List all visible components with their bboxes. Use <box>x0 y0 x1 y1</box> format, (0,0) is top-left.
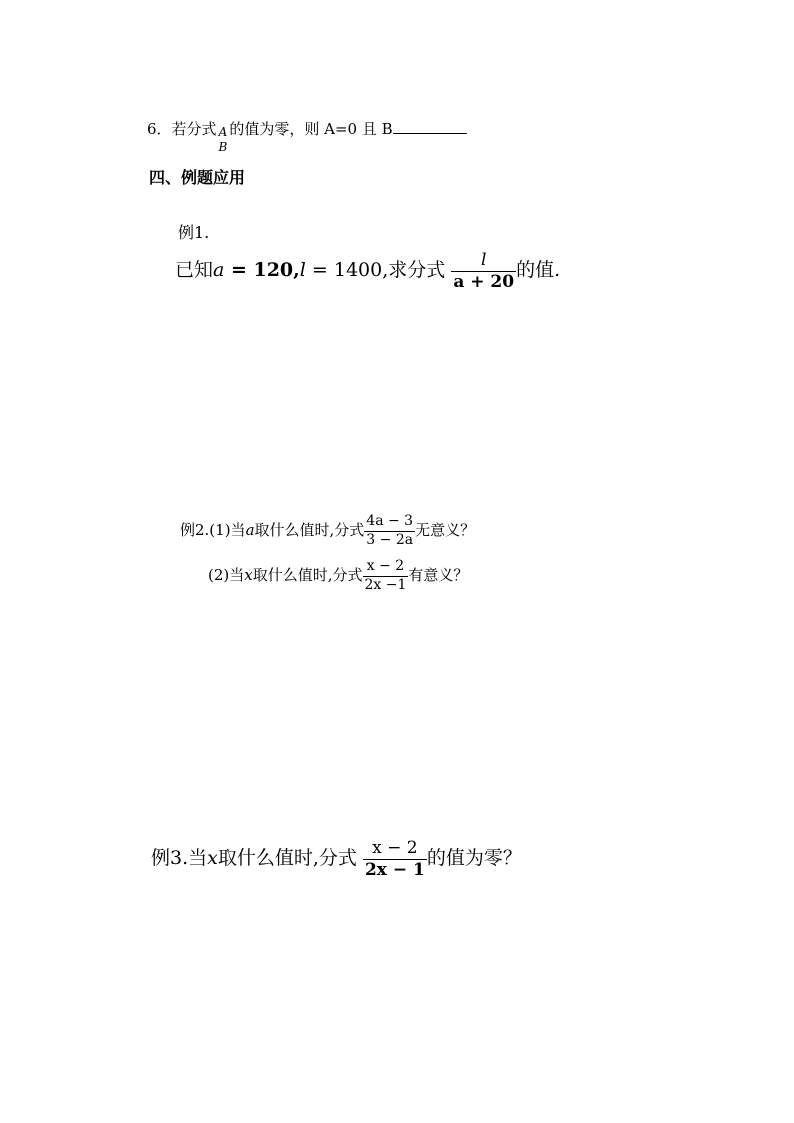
ex2-line1-fraction <box>364 514 415 548</box>
ex2-line2-numerator: x − 2 <box>366 558 405 575</box>
q6-answer-blank[interactable] <box>393 132 467 134</box>
ex1-var-a: a <box>213 259 225 281</box>
ex2-line1-prefix: 例2.(1)当 <box>180 521 246 539</box>
question-6 <box>147 104 467 154</box>
example-1-label: 例1. <box>178 223 210 242</box>
ex2-line2-var: x <box>244 566 253 584</box>
ex1-fraction-denominator: a + 20 <box>453 271 515 292</box>
ex1-suffix: 的值. <box>516 259 561 281</box>
example-1-statement <box>175 245 560 295</box>
ex1-fraction <box>451 251 516 291</box>
ex2-line2-suffix: 有意义？ <box>408 566 469 584</box>
ex1-var-l: l <box>299 259 306 281</box>
ex3-mid: 取什么值时,分式 <box>217 847 357 869</box>
ex1-fraction-numerator: l <box>480 249 487 270</box>
ex2-line2-denominator: 2x −1 <box>364 576 407 593</box>
ex1-eq2: = 1400,求分式 <box>305 259 446 281</box>
ex2-line1-suffix: 无意义？ <box>415 521 476 539</box>
q6-fraction <box>217 126 230 154</box>
ex2-line2-prefix: (2)当 <box>208 566 245 584</box>
ex3-suffix: 的值为零？ <box>426 847 522 869</box>
section-heading: 四、例题应用 <box>149 168 246 187</box>
ex2-line2-fraction <box>363 559 409 593</box>
ex3-fraction <box>363 839 427 879</box>
ex2-line1-denominator: 3 − 2a <box>366 531 414 548</box>
ex2-line1-numerator: 4a − 3 <box>366 513 414 530</box>
ex3-numerator: x − 2 <box>372 837 418 858</box>
q6-middle: 的值为零，则 A=0 且 B <box>229 120 393 138</box>
ex3-var: x <box>207 847 218 869</box>
ex3-prefix: 例3.当 <box>151 847 208 869</box>
example-3 <box>151 830 522 886</box>
ex1-prefix: 已知 <box>175 259 214 281</box>
q6-prefix: 6．若分式 <box>147 120 217 138</box>
ex2-line2-mid: 取什么值时,分式 <box>252 566 363 584</box>
ex2-line1-mid: 取什么值时,分式 <box>254 521 365 539</box>
example-2-line-1 <box>180 508 475 552</box>
ex3-denominator: 2x − 1 <box>364 859 425 880</box>
ex2-line1-var: a <box>245 521 255 539</box>
q6-fraction-denominator: B <box>218 140 228 155</box>
example-2-line-2 <box>208 553 468 597</box>
q6-fraction-numerator: A <box>218 125 228 139</box>
ex1-eq1: = 120, <box>224 259 300 281</box>
